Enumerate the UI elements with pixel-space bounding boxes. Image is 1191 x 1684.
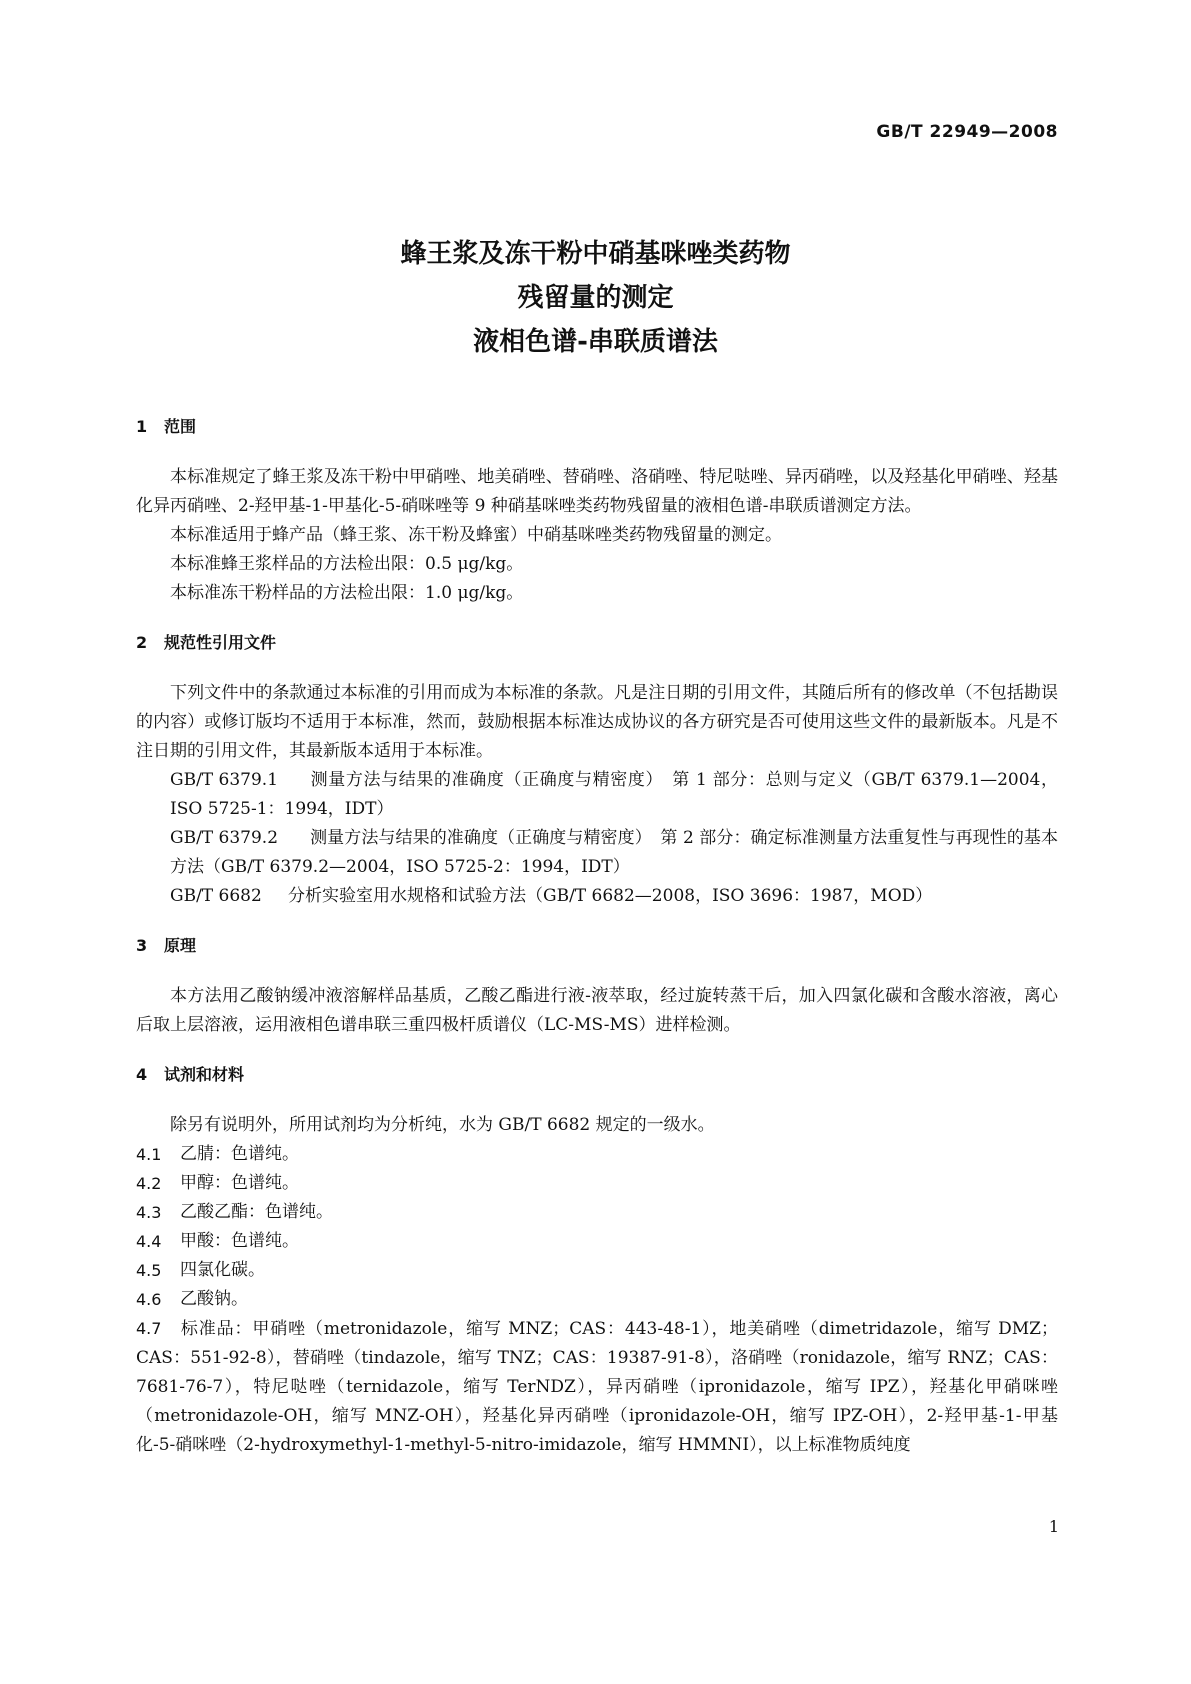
paragraph: 本标准适用于蜂产品（蜂王浆、冻干粉及蜂蜜）中硝基咪唑类药物残留量的测定。	[170, 525, 782, 545]
section-number: 1	[136, 417, 148, 436]
reference-text: 测量方法与结果的准确度（正确度与精密度） 第 1 部分：总则与定义（GB/T 6379.1—2004，ISO 5725-1：1994，IDT）	[170, 770, 1058, 819]
reference-code: GB/T 6682	[170, 886, 262, 906]
item-number: 4.5	[136, 1261, 162, 1280]
item-text: 乙酸乙酯：色谱纯。	[180, 1202, 333, 1222]
reference-code: GB/T 6379.1	[170, 770, 279, 790]
document-title	[0, 232, 1191, 364]
section-number: 4	[136, 1065, 148, 1084]
list-item	[136, 1140, 1058, 1169]
reference-text: 分析实验室用水规格和试验方法（GB/T 6682—2008，ISO 3696：1987，MOD）	[288, 886, 933, 906]
section-heading-normative-references	[136, 628, 1058, 657]
list-item	[136, 1169, 1058, 1198]
section-title: 规范性引用文件	[164, 633, 277, 652]
reference-code: GB/T 6379.2	[170, 828, 279, 848]
paragraph: 下列文件中的条款通过本标准的引用而成为本标准的条款。凡是注日期的引用文件，其随后所有的修改单（不包括勘误的内容）或修订版均不适用于本标准，然而，鼓励根据本标准达成协议的各方研究是否可使用这些文件的最新版本。凡是不注日期的引用文件，其最新版本适用于本标准。	[136, 683, 1058, 761]
paragraph: 除另有说明外，所用试剂均为分析纯，水为 GB/T 6682 规定的一级水。	[170, 1115, 715, 1135]
paragraph: 本标准蜂王浆样品的方法检出限：0.5 μg/kg。	[170, 554, 524, 574]
section-number: 3	[136, 936, 148, 955]
section-heading-scope	[136, 412, 1058, 441]
list-item	[136, 1198, 1058, 1227]
item-text: 甲醇：色谱纯。	[180, 1173, 299, 1193]
item-number: 4.3	[136, 1203, 162, 1222]
document-body	[136, 412, 1058, 1460]
title-line-3: 液相色谱-串联质谱法	[473, 327, 718, 357]
paragraph: 本方法用乙酸钠缓冲液溶解样品基质，乙酸乙酯进行液-液萃取，经过旋转蒸干后，加入四氯化碳和含酸水溶液，离心后取上层溶液，运用液相色谱串联三重四极杆质谱仪（LC-MS-MS）进样检测。	[136, 986, 1058, 1035]
reference-item	[136, 824, 1058, 882]
standard-code: GB/T 22949—2008	[876, 122, 1058, 142]
item-number: 4.7	[136, 1319, 162, 1338]
section-title: 原理	[164, 936, 197, 955]
list-item	[136, 1256, 1058, 1285]
title-line-1: 蜂王浆及冻干粉中硝基咪唑类药物	[400, 239, 791, 269]
item-number: 4.6	[136, 1290, 162, 1309]
list-item	[136, 1314, 1058, 1460]
list-item	[136, 1227, 1058, 1256]
paragraph: 本标准冻干粉样品的方法检出限：1.0 μg/kg。	[170, 583, 524, 603]
item-text: 甲酸：色谱纯。	[180, 1231, 299, 1251]
item-text: 四氯化碳。	[180, 1260, 265, 1280]
title-line-2: 残留量的测定	[517, 283, 674, 313]
section-title: 范围	[164, 417, 197, 436]
page-number: 1	[1048, 1517, 1059, 1536]
reference-item	[136, 766, 1058, 824]
reference-item	[136, 882, 1058, 911]
section-heading-reagents	[136, 1060, 1058, 1089]
item-number: 4.2	[136, 1174, 162, 1193]
item-text: 乙酸钠。	[180, 1289, 248, 1309]
paragraph: 本标准规定了蜂王浆及冻干粉中甲硝唑、地美硝唑、替硝唑、洛硝唑、特尼哒唑、异丙硝唑，以及羟基化甲硝唑、羟基化异丙硝唑、2-羟甲基-1-甲基化-5-硝咪唑等 9 种硝基咪唑类药物残留量的液相色谱-串联质谱测定方法。	[136, 467, 1058, 516]
list-item	[136, 1285, 1058, 1314]
reference-text: 测量方法与结果的准确度（正确度与精密度） 第 2 部分：确定标准测量方法重复性与再现性的基本方法（GB/T 6379.2—2004，ISO 5725-2：1994，IDT）	[170, 828, 1058, 877]
item-number: 4.4	[136, 1232, 162, 1251]
item-text: 乙腈：色谱纯。	[180, 1144, 299, 1164]
item-number: 4.1	[136, 1145, 162, 1164]
section-number: 2	[136, 633, 148, 652]
section-heading-principle	[136, 931, 1058, 960]
section-title: 试剂和材料	[164, 1065, 245, 1084]
item-text: 标准品：甲硝唑（metronidazole，缩写 MNZ；CAS：443-48-1），地美硝唑（dimetridazole，缩写 DMZ；CAS：551-92-8），替硝唑（tindazole，缩写 TNZ；CAS：19387-91-8），洛硝唑（ronidazole，缩写 RNZ；CAS：7681-76-7），特尼哒唑（ternidazole，缩写 TerNDZ），异丙硝唑（ipronidazole，缩写 IPZ），羟基化甲硝咪唑（metronidazole-OH，缩写 MNZ-OH），羟基化异丙硝唑（ipronidazole-OH，缩写 IPZ-OH），2-羟甲基-1-甲基化-5-硝咪唑（2-hydroxymethyl-1-methyl-5-nitro-imidazole，缩写 HMMNI），以上标准物质纯度	[136, 1319, 1058, 1455]
